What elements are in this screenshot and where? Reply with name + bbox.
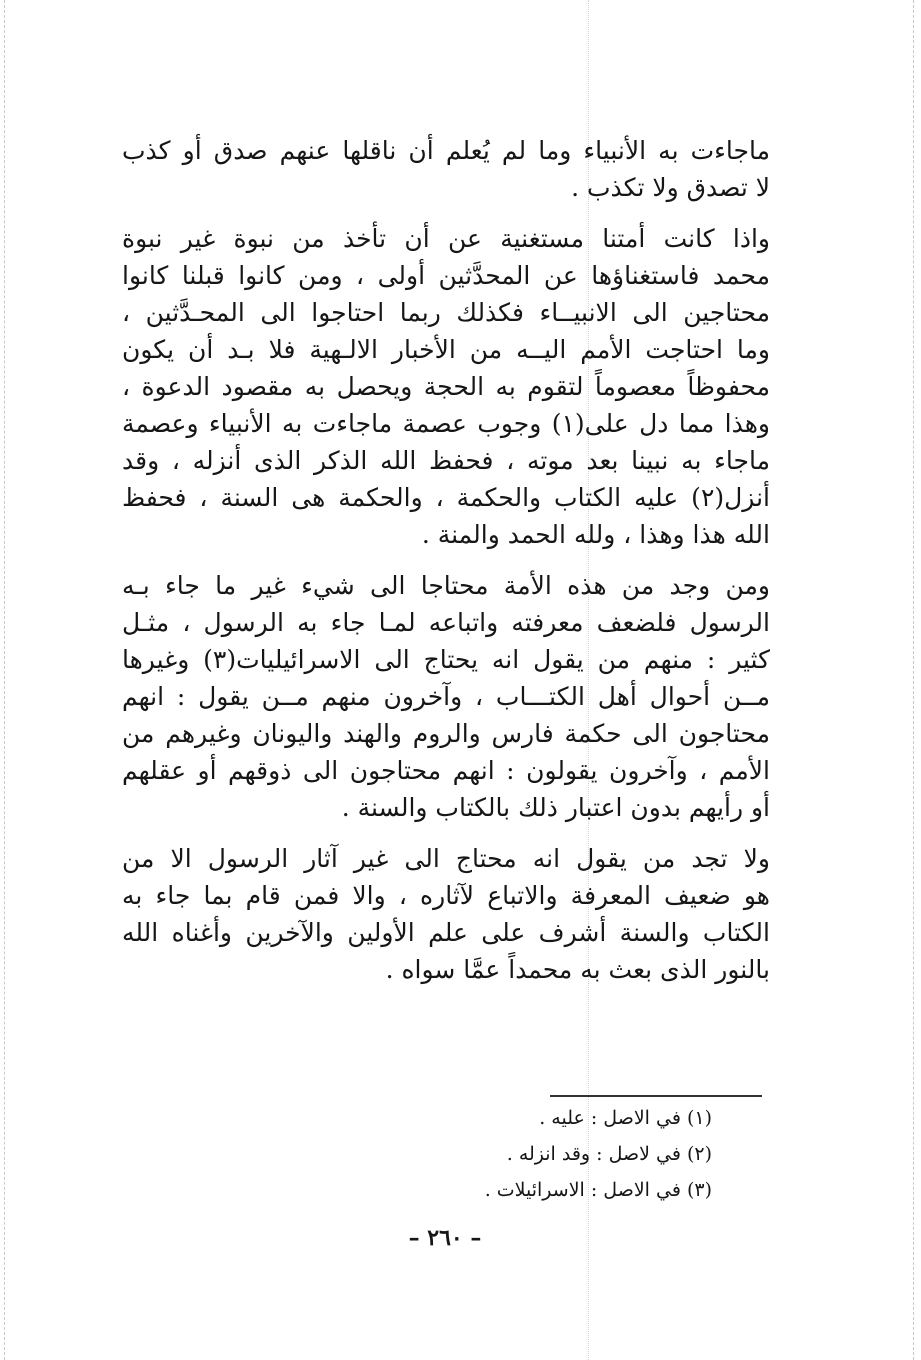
footnote-1: (١) في الاصل : عليه .	[539, 1107, 712, 1129]
text-line: مــن أحوال أهل الكتـــاب ، وآخرون منهم مــن يقول : انهم	[122, 682, 770, 711]
footnotes	[380, 1100, 712, 1208]
text-line: كثير : منهم من يقول انه يحتاج الى الاسرائيليات(٣) وغيرها	[122, 645, 770, 674]
text-line: الرسول فلضعف معرفته واتباعه لمـا جاء به الرسول ، مثـل	[122, 608, 770, 637]
text-line: واذا كانت أمتنا مستغنية عن أن تأخذ من نبوة غير نبوة	[122, 224, 770, 253]
page-number: – ٢٦٠ –	[408, 1225, 482, 1251]
text-line: لا تصدق ولا تكذب .	[571, 173, 770, 202]
text-line: الله هذا وهذا ، ولله الحمد والمنة .	[421, 520, 770, 549]
page-edge-right	[913, 0, 914, 1360]
text-line: محتاجون الى حكمة فارس والروم والهند واليونان وغيرهم من	[122, 719, 770, 748]
text-line: محتاجين الى الانبيــاء فكذلك ربما احتاجوا الى المحـدَّثين ،	[122, 298, 770, 327]
paragraph-4	[122, 840, 770, 988]
text-line: ماجاء به نبينا بعد موته ، فحفظ الله الذكر الذى أنزله ، وقد	[122, 446, 770, 475]
text-line: محفوظاً معصوماً لتقوم به الحجة ويحصل به مقصود الدعوة ،	[122, 372, 770, 401]
text-line: الأمم ، وآخرون يقولون : انهم محتاجون الى ذوقهم أو عقلهم	[122, 756, 770, 785]
text-line: أنزل(٢) عليه الكتاب والحكمة ، والحكمة هى السنة ، فحفظ	[122, 483, 770, 512]
text-line: محمد فاستغناؤها عن المحدَّثين أولى ، ومن كانوا قبلنا كانوا	[122, 261, 770, 290]
text-line: الكتاب والسنة أشرف على علم الأولين والآخرين وأغناه الله	[122, 918, 770, 947]
text-line: ومن وجد من هذه الأمة محتاجا الى شيء غير ما جاء بـه	[122, 571, 770, 600]
text-line: وما احتاجت الأمم اليــه من الأخبار الالـهية فلا بـد أن يكون	[122, 335, 770, 364]
text-line: أو رأيهم بدون اعتبار ذلك بالكتاب والسنة .	[341, 793, 770, 822]
page-edge-left	[4, 0, 5, 1360]
paragraph-1	[122, 132, 770, 206]
text-line: بالنور الذى بعث به محمداً عمَّا سواه .	[385, 955, 770, 984]
text-line: ولا تجد من يقول انه محتاج الى غير آثار الرسول الا من	[122, 844, 770, 873]
main-text	[122, 132, 770, 988]
footnote-3: (٣) في الاصل : الاسرائيلات .	[484, 1179, 712, 1201]
paragraph-2	[122, 220, 770, 553]
footnote-divider	[550, 1095, 762, 1097]
footnote-2: (٢) في لاصل : وقد انزله .	[506, 1143, 712, 1165]
text-line: هو ضعيف المعرفة والاتباع لآثاره ، والا فمن قام بما جاء به	[122, 881, 770, 910]
text-line: وهذا مما دل على(١) وجوب عصمة ماجاءت به الأنبياء وعصمة	[122, 409, 770, 438]
paragraph-3	[122, 567, 770, 826]
text-line: ماجاءت به الأنبياء وما لم يُعلم أن ناقلها عنهم صدق أو كذب	[122, 136, 770, 165]
